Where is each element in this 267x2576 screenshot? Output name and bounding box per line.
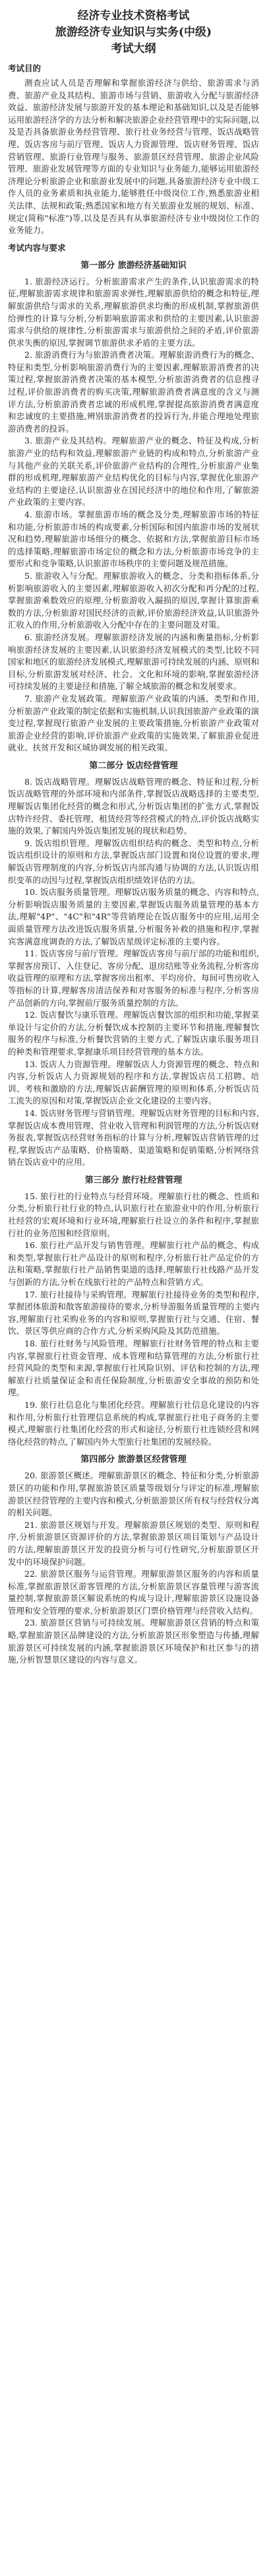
title-line-outline: 考试大纲 <box>111 42 156 55</box>
outline-item: 6. 旅游经济发展。理解旅游经济发展的内涵和衡量指标,分析影响旅游经济发展的主要因素,认识旅游经济发展模式的类型,比较不同国家和地区的旅游经济发展模式,理解旅游可持续发展的内涵、原则和目标,分析旅游发展对经济、社会、文化和环境的影响,掌握旅游经济可持续发展的主要途径和措施,了解全域旅游的概念和发展要求。 <box>8 632 259 692</box>
part-1 <box>8 259 259 754</box>
outline-item: 23. 旅游景区营销与可持续发展。理解旅游景区营销的特点和策略,掌握旅游景区品牌建设的方法,分析旅游景区形象塑造与传播,理解旅游景区可持续发展的内涵,掌握旅游景区环境保护和社区参与的措施,分析智慧景区建设的内容与意义。 <box>8 1618 259 1665</box>
title-line-subject: 旅游经济专业知识与实务(中级) <box>55 26 212 39</box>
outline-item: 17. 旅行社接待与采购管理。理解旅行社接待业务的类型和程序,掌握团体旅游和散客旅游接待的要求,分析导游服务质量管理的主要内容,理解旅行社采购业务的内容和原则,掌握旅行社与交通、住宿、餐饮、景区等供应商的合作方式,分析采购风险及其防范措施。 <box>8 1289 259 1337</box>
outline-item: 22. 旅游景区服务与运营管理。理解旅游景区服务的内容和质量标准,掌握旅游景区游客管理的方法,分析旅游景区容量管理与游客流量控制,掌握旅游景区解说系统的构成与设计,理解旅游景区设施设备管理和安全管理的要求,分析旅游景区门票价格管理与经营收入结构。 <box>8 1569 259 1616</box>
title-line-exam-name: 经济专业技术资格考试 <box>77 9 190 22</box>
outline-item: 1. 旅游经济运行。分析旅游需求产生的条件,认识旅游需求的特征,理解旅游需求规律和旅游需求弹性,理解旅游供给的概念和特征,理解旅游供给与需求的关系,理解旅游供求均衡的形成机制,掌握旅游供给弹性的计算与分析,分析影响旅游需求和供给的主要因素,认识旅游需求与供给的规律性,分析旅游需求与旅游供给之间的矛盾,评价旅游供求失衡的原因,掌握调节旅游供求矛盾的主要方法。 <box>8 276 259 348</box>
outline-item: 18. 旅行社财务与风险管理。理解旅行社财务管理的特点和主要内容,掌握旅行社资金管理、成本管理和结算管理的方法,分析旅行社经营风险的类型和来源,掌握旅行社风险识别、评估和控制的方法,理解旅行社质量保证金和责任保险制度,分析旅游安全事故的预防和处理。 <box>8 1338 259 1398</box>
outline-item: 20. 旅游景区概述。理解旅游景区的概念、特征和分类,分析旅游景区的功能和作用,掌握旅游景区质量等级划分与评定的标准,理解旅游景区经营管理的主要内容和模式,分析旅游景区所有权与经营权分离的相关问题。 <box>8 1470 259 1518</box>
part-2 <box>8 760 259 1169</box>
outline-item: 14. 饭店财务管理与营销管理。理解饭店财务管理的目标和内容,掌握饭店成本费用管理、营业收入管理和利润管理的方法,分析饭店财务报表,掌握饭店经营财务指标的计算与分析,理解饭店营销管理的过程,掌握饭店产品策略、价格策略、渠道策略和促销策略,分析网络营销在饭店业中的应用。 <box>8 1107 259 1168</box>
part-4 <box>8 1453 259 1667</box>
outline-item: 19. 旅行社信息化与集团化经营。理解旅行社信息化建设的内容和作用,分析旅行社管理信息系统的构成,掌握旅行社电子商务的主要模式,理解旅行社集团化经营的形式和途径,分析旅行社连锁经营和网络化经营的特点,了解国内外大型旅行社集团的发展经验。 <box>8 1399 259 1447</box>
exam-purpose-section <box>8 63 259 237</box>
part-title: 第一部分 旅游经济基础知识 <box>80 260 187 271</box>
outline-item: 12. 饭店餐饮与康乐管理。理解饭店餐饮部的组织和功能,掌握菜单设计与定价的方法,分析餐饮成本控制的主要环节和措施,理解餐饮服务的程序与标准,分析餐饮营销的主要方式,了解饭店康乐服务项目的种类和管理要求,掌握康乐项目经营管理的基本方法。 <box>8 1010 259 1057</box>
outline-item: 2. 旅游消费行为与旅游消费者决策。理解旅游消费行为的概念、特征和类型,分析影响旅游消费行为的主要因素,理解旅游消费者的决策过程,掌握旅游消费者决策的基本模型,分析旅游消费者的信息搜寻过程,评价旅游消费者的购买决策,理解旅游消费者满意度的含义与测评方法,分析旅游消费者忠诚的形成机理,掌握提高旅游消费者满意度和忠诚度的主要措施,辨别旅游消费者的投诉行为,并能合理地处理旅游消费者的投诉。 <box>8 350 259 434</box>
document-title <box>8 8 259 57</box>
part-3 <box>8 1174 259 1448</box>
outline-item: 21. 旅游景区规划与开发。理解旅游景区规划的类型、原则和程序,分析旅游景区资源评价的方法,掌握旅游景区项目策划与产品设计的方法,理解旅游景区开发的投资分析与可行性研究,分析旅游景区开发中的环境保护问题。 <box>8 1519 259 1567</box>
section-heading-requirements: 考试内容与要求 <box>8 242 66 253</box>
outline-item: 10. 饭店服务质量管理。理解饭店服务质量的概念、内容和特点,分析影响饭店服务质量的主要因素,掌握饭店服务质量管理的基本方法,理解"4P"、"4C"和"4R"等营销理论在饭店服务中的应用,运用全面质量管理方法改进饭店服务质量,分析服务补救的措施和程序,掌握宾客满意度调查的方法,了解饭店星级评定标准的主要内容。 <box>8 887 259 946</box>
outline-item: 5. 旅游收入与分配。理解旅游收入的概念、分类和指标体系,分析影响旅游收入的主要因素,理解旅游收入初次分配和再分配的过程,掌握旅游乘数效应的原理,分析旅游收入漏损的原因,掌握计算旅游乘数的方法,分析旅游对国民经济的贡献,评价旅游经济效益,认识旅游外汇收入的作用,分析旅游收入分配中存在的主要问题及对策。 <box>8 570 259 630</box>
purpose-paragraph: 测查应试人员是否理解和掌握旅游经济与供给、旅游需求与消费、旅游产业及其结构、旅游市场与营销、旅游收入分配与旅游经济效益、旅游经济发展与旅游开发的基本理论和基础知识,以及是否能够运用旅游经济学的方法分析和解决旅游企业经营管理中的实际问题,以及是否具备旅游业务经营管理、旅行社业务经营与管理、饭店战略管理、饭店客房与前厅管理、饭店人力资源管理、饭店财务管理、饭店营销管理、旅游行业管理与服务、旅游景区经营管理、旅游企业风险管理、旅游业发展管理等方面的专业知识与业务能力,能够运用旅游经济理论分析旅游企业和旅游业发展中的问题,具备旅游经济专业中级工作人员的业务素质和执业能力,能够胜任中级岗位工作,熟悉旅游业相关法律、法规和政策;熟悉国家和地方有关旅游业发展的规划、标准、规定(简称"标准")等,以及是否具有从事旅游经济专业中级岗位工作的业务能力。 <box>8 78 259 236</box>
outline-item: 15. 旅行社的行业特点与经营环境。理解旅行社的概念、性质和分类,分析旅行社行业的特点,认识旅行社在旅游业中的作用,分析旅行社经营的宏观环境和行业环境,理解旅行社设立的条件和程序,掌握旅行社的业务范围和经营原则。 <box>8 1191 259 1238</box>
part-title: 第三部分 旅行社经营管理 <box>84 1175 183 1185</box>
outline-item: 9. 饭店组织管理。理解饭店组织结构的概念、类型和特点,分析饭店组织设计的原则和方法,掌握饭店部门设置和岗位设置的要求,理解饭店管理制度的内容,分析饭店内部沟通与协调的方法,认识饭店组织变革的动因与过程,掌握饭店组织绩效评估的方法。 <box>8 838 259 885</box>
outline-item: 4. 旅游市场。掌握旅游市场的概念及分类,理解旅游市场的特征和功能,分析旅游市场的构成要素,分析国际和国内旅游市场的发展状况和趋势,理解旅游市场细分的概念、依据和方法,掌握旅游目标市场的选择策略,理解旅游市场定位的概念和方法,分析旅游市场竞争的主要形式和竞争策略,认识旅游市场秩序的主要问题及规范措施。 <box>8 510 259 569</box>
outline-item: 8. 饭店战略管理。理解饭店战略管理的概念、特征和过程,分析饭店战略管理的外部环境和内部条件,掌握饭店战略选择的主要类型,理解饭店集团化经营的概念和形式,分析饭店集团的扩张方式,掌握饭店特许经营、委托管理、租赁经营等经营模式的特点,评价饭店战略实施的效果,了解国内外饭店集团发展的现状和趋势。 <box>8 776 259 836</box>
requirements-section <box>8 242 259 1667</box>
outline-item: 16. 旅行社产品开发与销售管理。理解旅行社产品的概念、构成和类型,掌握旅行社产品设计的原则和程序,分析旅行社产品定价的方法和策略,掌握旅行社产品销售渠道的选择,理解旅行社线路产品开发与创新的方法,分析在线旅行社的产品特点和营销方式。 <box>8 1240 259 1288</box>
outline-item: 13. 饭店人力资源管理。理解饭店人力资源管理的概念、特点和内容,分析饭店人力资源规划的程序和方法,掌握饭店员工招聘、培训、考核和激励的方法,理解饭店薪酬管理的原则和体系,分析饭店员工流失的原因和对策,掌握饭店企业文化建设的主要内容。 <box>8 1059 259 1106</box>
outline-item: 11. 饭店客房与前厅管理。理解饭店客房与前厅部的功能和组织,掌握客房预订、入住登记、客房分配、退房结账等业务流程,分析客房收益管理的原理和方法,掌握客房出租率、平均房价、每间可售房收入等指标的计算,理解客房清洁保养和对客服务的标准与程序,分析客房产品创新的方向,掌握前厅服务质量控制的方法。 <box>8 948 259 1008</box>
part-title: 第四部分 旅游景区经营管理 <box>80 1455 187 1465</box>
outline-item: 7. 旅游产业发展政策。理解旅游产业政策的内涵、类型和作用,分析旅游产业政策的制定依据和实施机制,认识我国旅游产业政策的演变过程,掌握现行旅游产业发展的主要政策措施,分析旅游产业政策对旅游企业经营的影响,评价旅游产业政策的实施效果,了解旅游业促进就业、扶贫开发和区域协调发展的相关政策。 <box>8 693 259 753</box>
outline-item: 3. 旅游产业及其结构。理解旅游产业的概念、特征及构成,分析旅游产业的结构和效益,理解旅游产业链的构成和特点,分析旅游产业与其他产业的关联关系,评价旅游产业结构的合理性,分析旅游产业集群的形成机理,理解旅游产业结构优化的目标与内容,掌握优化旅游产业结构的主要途径,认识旅游业在国民经济中的地位和作用,了解旅游产业政策的主要内容。 <box>8 436 259 508</box>
part-title: 第二部分 饭店经营管理 <box>89 760 178 771</box>
section-heading-purpose: 考试目的 <box>8 63 42 73</box>
